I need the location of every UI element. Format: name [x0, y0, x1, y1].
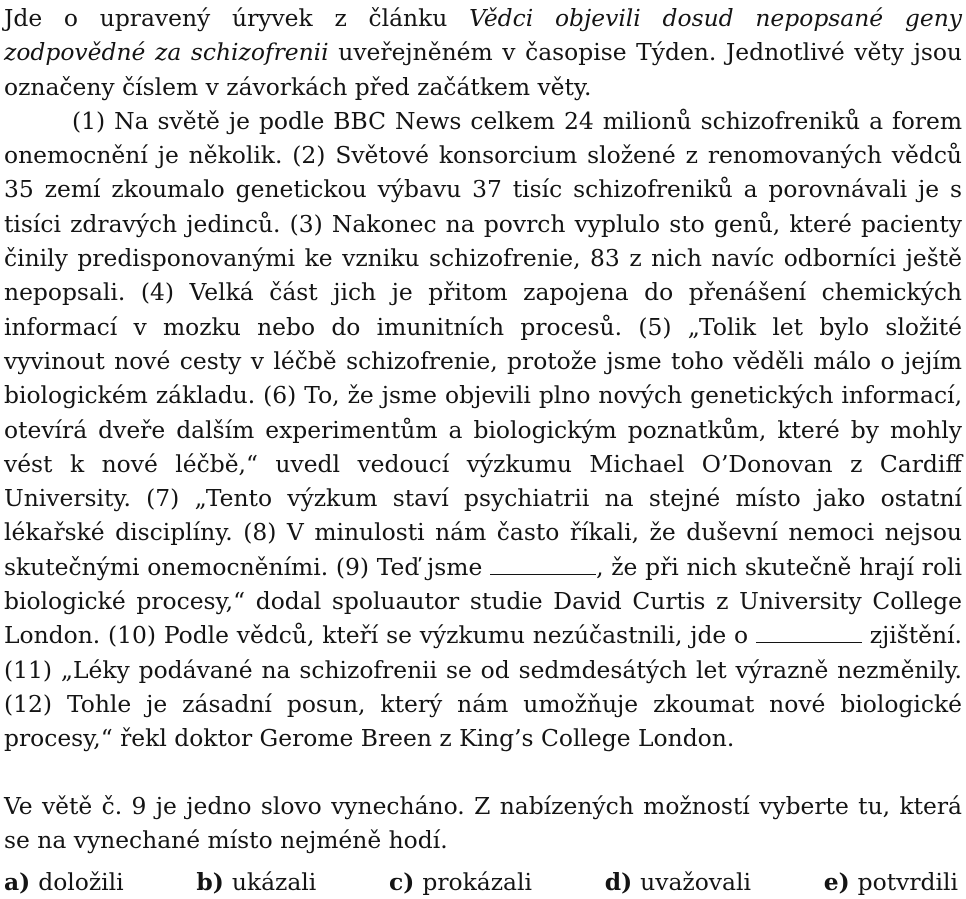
exam-page [4, 0, 962, 899]
option-text: uvažovali [640, 868, 751, 897]
intro-text-before: Jde o upravený úryvek z článku [4, 4, 470, 32]
blank-sentence-9 [490, 552, 596, 575]
article-excerpt [4, 104, 962, 756]
option-letter: d) [604, 868, 633, 897]
option-letter: e) [823, 868, 850, 897]
question-text: Ve větě č. 9 je jedno slovo vynecháno. Z nabízených možností vyberte tu, která se na vynechané místo nejméně hodí. [4, 791, 962, 854]
option-b[interactable] [196, 865, 316, 899]
article-text-part1: (1) Na světě je podle BBC News celkem 24 milionů schizofreniků a forem onemocnění je několik. (2) Světové konsorcium složené z renomovaných vědců 35 zemí zkoumalo genetickou výbavu 37 tisíc schizofreniků a porovnávali je s tisíci zdravých jedinců. (3) Nakonec na povrch vyplulo sto genů, které pacienty činily predisponovanými ke vzniku schizofrenie, 83 z nich navíc odborníci ještě nepopsali. (4) Velká část jich je přitom zapojena do přenášení chemických informací v mozku nebo do imunitních procesů. (5) „Tolik let bylo složité vyvinout nové cesty v léčbě schizofrenie, protože jsme toho věděli málo o jejím biologickém základu. (6) To, že jsme objevili plno nových genetických informací, otevírá dveře dalším experimentům a biologickým poznatkům, které by mohly vést k nové léčbě,“ uvedl vedoucí výzkumu Michael O’Donovan z Cardiff University. (7) „Tento výzkum staví psychiatrii na stejné místo jako ostatní lékařské disciplíny. (8) V minulosti nám často říkali, že duševní nemoci nejsou skutečnými onemocněními. (9) Teď jsme [4, 106, 962, 581]
option-text: ukázali [231, 868, 317, 897]
answer-options [4, 865, 962, 899]
article-text-part2: , že při nich skutečně hrají roli biologické procesy,“ dodal spoluautor studie David Curtis z University College London. (10) Podle vědců, kteří se výzkumu nezúčastnili, jde o [4, 552, 962, 650]
intro-paragraph [4, 1, 962, 104]
option-letter: c) [389, 868, 415, 897]
option-text: prokázali [422, 868, 532, 897]
option-d[interactable] [605, 865, 751, 899]
option-text: doložili [38, 868, 124, 897]
option-letter: a) [4, 868, 31, 897]
option-text: potvrdili [857, 868, 958, 897]
option-letter: b) [196, 868, 224, 897]
option-e[interactable] [824, 865, 958, 899]
option-a[interactable] [4, 865, 124, 899]
blank-sentence-10 [756, 620, 862, 643]
article-title: Vědci objevili dosud nepopsané geny zodpovědné za schizofrenii [4, 4, 962, 67]
option-c[interactable] [389, 865, 532, 899]
article-text-part3: zjištění. (11) „Léky podávané na schizofrenii se od sedmdesátých let výrazně nezměnily. (12) Tohle je zásadní posun, který nám umožňuje zkoumat nové biologické procesy,“ řekl doktor Gerome Breen z King’s College London. [4, 621, 962, 753]
intro-text-after: uveřejněném v časopise Týden. Jednotlivé věty jsou označeny číslem v závorkách před začátkem věty. [4, 38, 962, 101]
